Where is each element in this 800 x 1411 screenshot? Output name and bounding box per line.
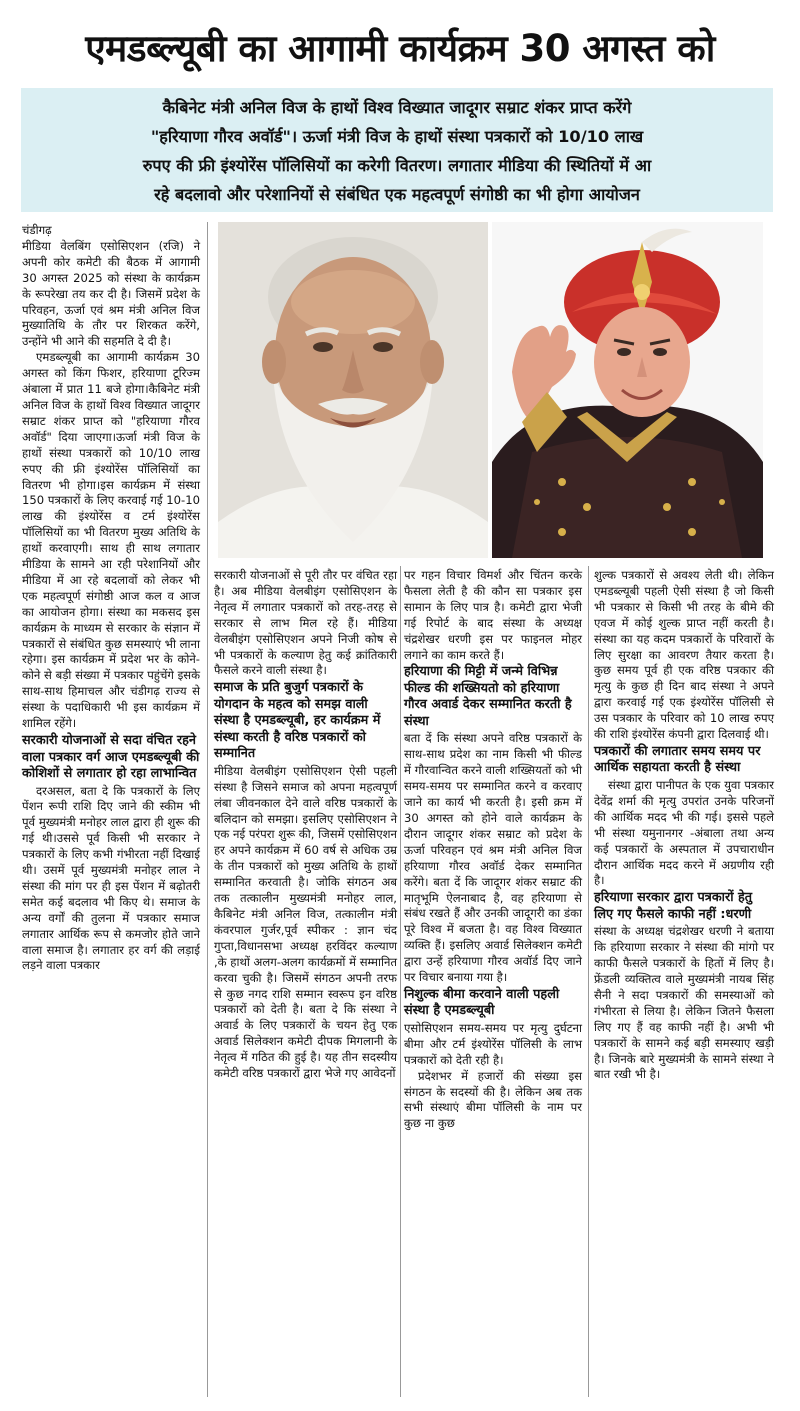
paragraph: दरअसल, बता दे कि पत्रकारों के लिए पेंशन रूपी राशि दिए जाने की स्कीम भी पूर्व मुख्यमंत्री मनोहर लाल द्वारा ही शुरू की गई थी।उससे पूर्व किसी भी सरकार ने पत्रकारों के लिए कभी गंभीरता नहीं दिखाई थी। उसमें पूर्व मुख्यमंत्री मनोहर लाल ने संस्था की मांग पर ही इस पेंशन में बढ़ोतरी समेत कई बदलाव भी किए थे। समाज के अन्य वर्गों की तुलना में पत्रकार समाज लगातार आर्थिक रूप से कमजोर होते जाने वाला समाज है। लगातार हर वर्ग की लड़ाई लड़ने वाला पत्रकार bbox=[22, 783, 200, 973]
subheadline-line: कैबिनेट मंत्री अनिल विज के हाथों विश्व विख्यात जादूगर सम्राट शंकर प्राप्त करेंगे bbox=[162, 98, 632, 117]
paragraph: पर गहन विचार विमर्श और चिंतन करके फैसला लेती है की कौन सा पत्रकार इस सामान के लिए पात्र है। कमेटी द्वारा भेजी गई रिपोर्ट के बाद संस्था के अध्यक्ष चंद्रशेखर धरणी इस पर फाइनल मोहर लगाने का काम करते हैं। bbox=[404, 568, 582, 662]
paragraph: सरकारी योजनाओं से पूरी तौर पर वंचित रहा है। अब मीडिया वेलबीइंग एसोसिएशन के नेतृत्व में लगातार पत्रकारों को तरह-तरह से सरकार से लाभ मिल रहे हैं। मीडिया वेलबीइंग एसोसिएशन अपने निजी कोष से भी पत्रकारों के कल्याण हेतु कई क्रांतिकारी फैसले करने वाली संस्था है। bbox=[214, 568, 397, 678]
paragraph: एमडब्ल्यूबी का आगामी कार्यक्रम 30 अगस्त को किंग फिशर, हरियाणा टूरिज्म अंबाला में प्रात 11 बजे होगा।कैबिनेट मंत्री अनिल विज के हाथों विश्व विख्यात जादूगर सम्राट शंकर प्राप्त को "हरियाणा गौरव अवॉर्ड" दिया जाएगा।ऊर्जा मंत्री विज के हाथों संस्था पत्रकारों को 10/10 लाख रुपए की फ्री इंश्योरेंस पॉलिसियों का वितरण भी होगा।इस कार्यक्रम में संस्था 150 पत्रकारों के लिए करवाई गई 10-10 लाख की इंश्योरेंस व टर्म इंश्योरेंस पॉलिसियों का भी वितरण मुख्य अतिथि के हाथों करवाएगी। साथ ही साथ लगातार मीडिया के सामने आ रही परेशानियों और मीडिया में आ रहे बदलावों को लेकर भी एक महत्वपूर्ण संगोष्ठी आज कल व आज का आयोजन होगा। संस्था का मकसद इस कार्यक्रम के माध्यम से सरकार के संज्ञान में पत्रकारों से संबंधित कुछ समस्याएं भी लाना रहेगा। इस कार्यक्रम में प्रदेश भर के कोने-कोने से बड़ी संख्या में पत्रकार पहुंचेंगे इसके साथ-साथ हिमाचल और चंडीगढ़ राज्य से संस्था के पदाधिकारी भी इस कार्यक्रम में शामिल रहेंगे। bbox=[22, 350, 200, 731]
column-divider bbox=[207, 222, 208, 1397]
paragraph: शुल्क पत्रकारों से अवश्य लेती थी। लेकिन एमडब्ल्यूबी पहली ऐसी संस्था है जो किसी भी पत्रकार से किसी भी तरह के बीमे की एवज में कोई शुल्क प्राप्त नहीं करती है। संस्था का यह कदम पत्रकारों के परिवारों के लिए सुरक्षा का आवरण तैयार करता है। कुछ समय पूर्व ही एक वरिष्ठ पत्रकार की मृत्यु के कुछ ही दिन बाद संस्था ने अपने द्वारा करवाई गई एक इंश्योरेंस पॉलिसी से उस पत्रकार के परिवार को 10 लाख रुपए की राशि इंश्योरेंस कंपनी द्वारा दिलवाई थी। bbox=[594, 568, 774, 742]
section-heading: सरकारी योजनाओं से सदा वंचित रहने वाला पत्रकार वर्ग आज एमडब्ल्यूबी की कोशिशों से लगातार हो रहा लाभान्वित bbox=[22, 733, 200, 781]
photo-anil-vij bbox=[218, 222, 488, 558]
paragraph: संस्था द्वारा पानीपत के एक युवा पत्रकार देवेंद्र शर्मा की मृत्यु उपरांत उनके परिजनों की आर्थिक मदद भी की गई। इससे पहले भी संस्था यमुनानगर -अंबाला तथा अन्य कई पत्रकारों के अस्पताल में उपचाराधीन दौरान आर्थिक मदद करने में अग्रणीय रही है। bbox=[594, 777, 774, 888]
paragraph: मीडिया वेलबीइंग एसोसिएशन ऐसी पहली संस्था है जिसने समाज को अपना महत्वपूर्ण लंबा जीवनकाल देने वाले वरिष्ठ पत्रकारों के बलिदान को समझा। इसलिए एसोसिएशन ने एक नई परंपरा शुरू की, जिसमें एसोसिएशन हर अपने कार्यक्रम में 60 वर्ष से अधिक उम्र के तीन पत्रकारों को मुख्य अतिथि के हाथों सम्मानित करवाती है। जोकि संगठन अब तक तत्कालीन मुख्यमंत्री मनोहर लाल, कैबिनेट मंत्री अनिल विज, तत्कालीन मंत्री कंवरपाल गुर्जर,पूर्व स्पीकर : ज्ञान चंद गुप्ता,विधानसभा अध्यक्ष हरविंदर कल्याण ,के हाथों अलग-अलग कार्यक्रमों में सम्मानित करवा चुकी है। जिसमें संगठन अपनी तरफ से कुछ नगद राशि सम्मान स्वरूप इन वरिष्ठ पत्रकारों को देती है। बता दे कि संस्था ने अवार्ड के लिए पत्रकारों के चयन हेतु एक अवार्ड सिलेक्शन कमेटी दीपक मिगलानी के नेतृत्व में गठित की हुई है। यह तीन सदस्यीय कमेटी वरिष्ठ पत्रकारों द्वारा भेजे गए आवेदनों bbox=[214, 763, 397, 1081]
paragraph: प्रदेशभर में हजारों की संख्या इस संगठन के सदस्यों की है। लेकिन अब तक सभी संस्थाएं बीमा पॉलिसी के नाम पर कुछ ना कुछ bbox=[404, 1068, 582, 1131]
section-heading: पत्रकारों की लगातार समय समय पर आर्थिक सहायता करती है संस्था bbox=[594, 743, 761, 776]
subheadline-line: रुपए की फ्री इंश्योरेंस पॉलिसियों का करेगी वितरण। लगातार मीडिया की स्थितियों में आ bbox=[142, 156, 652, 175]
dateline: चंडीगढ़ bbox=[22, 223, 52, 237]
subheadline-line: रहे बदलावो और परेशानियों से संबंधित एक महत्वपूर्ण संगोष्ठी का भी होगा आयोजन bbox=[154, 185, 640, 204]
paragraph: बता दें कि संस्था अपने वरिष्ठ पत्रकारों के साथ-साथ प्रदेश का नाम किसी भी फील्ड में गौरवान्वित करने वाली शख्सियतों को भी समय-समय पर सम्मानित करने व करवाए जाने का कार्य भी करती है। इसी क्रम में 30 अगस्त को होने वाले कार्यक्रम के दौरान जादूगर शंकर सम्राट को प्रदेश के ऊर्जा परिवहन एवं श्रम मंत्री अनिल विज हरियाणा गौरव अवॉर्ड देकर सम्मानित करेंगे। बता दें कि जादूगर शंकर सम्राट की मातृभूमि ऐलनाबाद है, वह हरियाणा से संबंध रखते हैं और उनकी जादूगरी का डंका पूरे विश्व में बजता है। वह विश्व विख्यात व्यक्ति हैं। इसलिए अवार्ड सिलेक्शन कमेटी द्वारा उन्हें हरियाणा गौरव अवॉर्ड दिए जाने पर विचार बनाया गया है। bbox=[404, 731, 582, 985]
headline: एमडब्ल्यूबी का आगामी कार्यक्रम 30 अगस्त को bbox=[85, 27, 715, 70]
column-divider bbox=[588, 566, 589, 1397]
section-heading: निशुल्क बीमा करवाने वाली पहली संस्था है एमडब्ल्यूबी bbox=[404, 986, 560, 1019]
photo-magician-samrat-shankar bbox=[492, 222, 763, 558]
portrait-magician bbox=[492, 222, 763, 558]
article-column-4 bbox=[594, 568, 774, 1083]
paragraph: मीडिया वेलबिंग एसोसिएशन (रजि) ने अपनी कोर कमेटी की बैठक में आगामी 30 अगस्त 2025 को संस्था के कार्यक्रम के रूपरेखा तय कर दी है। जिसमें प्रदेश के परिवहन, ऊर्जा एवं श्रम मंत्री अनिल विज मुख्यातिथि के तौर पर शिरकत करेंगे, उन्होंने भी आने की सहमति दे दी है। bbox=[22, 238, 200, 349]
section-heading: समाज के प्रति बुजुर्ग पत्रकारों के योगदान के महत्व को समझ वाली संस्था है एमडब्ल्यूबी, हर कार्यक्रम में संस्था करती है वरिष्ठ पत्रकारों को सम्मानित bbox=[214, 680, 381, 762]
paragraph: एसोसिएशन समय-समय पर मृत्यु दुर्घटना बीमा और टर्म इंश्योरेंस पॉलिसी के लाभ पत्रकारों को देती रही है। bbox=[404, 1020, 582, 1067]
section-heading: हरियाणा सरकार द्वारा पत्रकारों हेतु लिए गए फैसले काफी नहीं :धरणी bbox=[594, 890, 753, 922]
portrait-bearded-man bbox=[218, 222, 488, 558]
subheadline-box bbox=[21, 88, 773, 212]
article-column-1 bbox=[22, 223, 200, 974]
section-heading: हरियाणा की मिट्टी में जन्मे विभिन्न फील्ड की शख्सियतो को हरियाणा गौरव अवार्ड देकर सम्मानित करती है संस्था bbox=[404, 664, 572, 729]
subheadline-line: "हरियाणा गौरव अवॉर्ड"। ऊर्जा मंत्री विज के हाथों संस्था पत्रकारों को 10/10 लाख bbox=[150, 127, 644, 146]
article-column-2 bbox=[214, 568, 397, 1082]
column-divider bbox=[400, 566, 401, 1397]
paragraph: संस्था के अध्यक्ष चंद्रशेखर धरणी ने बताया कि हरियाणा सरकार ने संस्था की मांगो पर काफी फैसले पत्रकारों के हितों में लिए है। फ्रेंडली व्यक्तित्व वाले मुख्यमंत्री नायब सिंह सैनी ने सदा पत्रकारों की समस्याओं को गंभीरता से लिया है। लेकिन जितने फैसला लिए गए हैं वह काफी नहीं है। अभी भी पत्रकारों के सामने कई बड़ी समस्याए खड़ी है। जिनके बारे मुख्यमंत्री के सामने संस्था ने बात रखी भी है। bbox=[594, 924, 774, 1082]
article-column-3 bbox=[404, 568, 582, 1132]
